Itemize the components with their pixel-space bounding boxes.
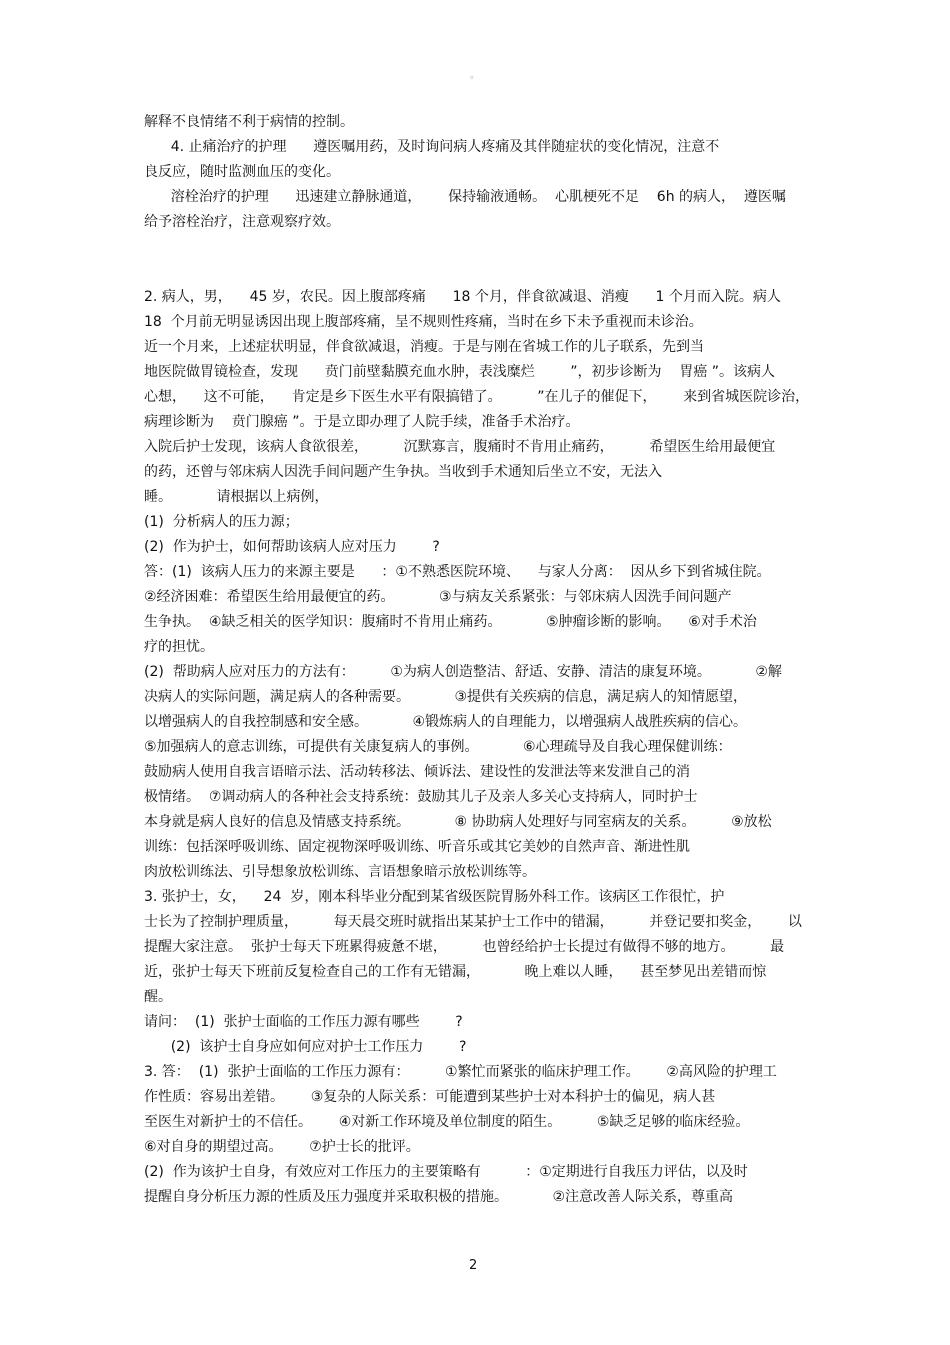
text-line: 给予溶栓治疗，注意观察疗效。 [144, 214, 340, 230]
text-line: 以增强病人的自我控制感和安全感。 ④锻炼病人的自理能力，以增强病人战胜疾病的信心。 [144, 714, 748, 730]
text-line: 睡。 请根据以上病例， [144, 489, 329, 505]
text-line: 3. 张护士，女， 24 岁，刚本科毕业分配到某省级医院胃肠外科工作。该病区工作很忙，护 [144, 889, 725, 905]
text-line: 提醒大家注意。 张护士每天下班累得疲惫不堪， 也曾经给护士长提过有做得不够的地方。 最 [144, 939, 785, 955]
text-line: (1) 分析病人的压力源； [144, 514, 299, 530]
text-line: 决病人的实际问题，满足病人的各种需要。 ③提供有关疾病的信息，满足病人的知情愿望， [144, 689, 748, 705]
text-line: 良反应，随时监测血压的变化。 [144, 164, 340, 180]
text-line: 2. 病人，男， 45 岁，农民。因上腹部疼痛 18 个月，伴食欲减退、消瘦 1 个月而入院。病人 [144, 289, 781, 305]
text-line: 肉放松训练法、引导想象放松训练、言语想象暗示放松训练等。 [144, 864, 536, 880]
text-line: 的药，还曾与邻床病人因洗手间问题产生争执。当收到手术通知后坐立不安，无法入 [144, 464, 662, 480]
text-line: (2) 该护士自身应如何应对护士工作压力 ? [144, 1039, 467, 1055]
text-line: 溶栓治疗的护理 迅速建立静脉通道， 保持输液通畅。 心肌梗死不足 6h 的病人， 遵医嘱 [144, 189, 786, 205]
text-line: (2) 帮助病人应对压力的方法有： ①为病人创造整洁、舒适、安静、清洁的康复环境。 ②解 [144, 664, 782, 680]
text-line: 醒。 [144, 989, 172, 1005]
text-line: 鼓励病人使用自我言语暗示法、活动转移法、倾诉法、建设性的发泄法等来发泄自己的消 [144, 764, 690, 780]
text-line: (2) 作为护士，如何帮助该病人应对压力 ? [144, 539, 440, 555]
text-line: ⑥对自身的期望过高。 ⑦护士长的批评。 [144, 1139, 420, 1155]
text-line: 心想， 这不可能， 肯定是乡下医生水平有限搞错了。 ”在儿子的催促下， 来到省城医院诊治， [144, 389, 810, 405]
text-line: 近，张护士每天下班前反复检查自己的工作有无错漏， 晚上难以人睡， 甚至梦见出差错而惊 [144, 964, 767, 980]
text-line: 士长为了控制护理质量， 每天晨交班时就指出某某护士工作中的错漏， 并登记要扣奖金， 以 [144, 914, 802, 930]
text-line: 地医院做胃镜检查，发现 贲门前壁黏膜充血水肿，表浅糜烂 ”，初步诊断为 胃癌 ”。该病人 [144, 364, 776, 380]
text-line: 3. 答： (1) 张护士面临的工作压力源有： ①繁忙而紧张的临床护理工作。 ②高风险的护理工 [144, 1064, 777, 1080]
text-line: 4. 止痛治疗的护理 遵医嘱用药，及时询问病人疼痛及其伴随症状的变化情况，注意不 [144, 139, 720, 155]
text-line: (2) 作为该护士自身，有效应对工作压力的主要策略有 ：①定期进行自我压力评估，以及时 [144, 1164, 748, 1180]
text-line: 入院后护士发现，该病人食欲很差， 沉默寡言，腹痛时不肯用止痛药， 希望医生给用最便宜 [144, 439, 776, 455]
text-line: 训练：包括深呼吸训练、固定视物深呼吸训练、听音乐或其它美妙的自然声音、渐进性肌 [144, 839, 690, 855]
text-line: 解释不良情绪不利于病情的控制。 [144, 114, 354, 130]
text-line: 请问： (1) 张护士面临的工作压力源有哪些 ? [144, 1014, 463, 1030]
text-line: 极情绪。 ⑦调动病人的各种社会支持系统：鼓励其儿子及亲人多关心支持病人，同时护士 [144, 789, 698, 805]
text-line: 疗的担忧。 [144, 639, 214, 655]
text-line: 至医生对新护士的不信任。 ④对新工作环境及单位制度的陌生。 ⑤缺乏足够的临床经验。 [144, 1114, 750, 1130]
text-line: 病理诊断为 贲门腺癌 ”。于是立即办理了人院手续，准备手术治疗。 [144, 414, 580, 430]
page-number: 2 [469, 1258, 478, 1273]
header-mark: 。 [470, 70, 480, 81]
text-line: 作性质：容易出差错。 ③复杂的人际关系：可能遭到某些护士对本科护士的偏见，病人甚 [144, 1089, 716, 1105]
text-line: 答：(1) 该病人压力的来源主要是 ：①不熟悉医院环境、 与家人分离： 因从乡下到省城住院。 [144, 564, 771, 580]
text-line: 18 个月前无明显诱因出现上腹部疼痛，呈不规则性疼痛，当时在乡下未予重视而未诊治。 [144, 314, 703, 330]
text-line: ⑤加强病人的意志训练，可提供有关康复病人的事例。 ⑥心理疏导及自我心理保健训练： [144, 739, 732, 755]
text-line: ②经济困难：希望医生给用最便宜的药。 ③与病友关系紧张：与邻床病人因洗手间问题产 [144, 589, 732, 605]
text-line: 提醒自身分析压力源的性质及压力强度并采取积极的措施。 ②注意改善人际关系，尊重高 [144, 1189, 734, 1205]
text-line: 本身就是病人良好的信息及情感支持系统。 ⑧ 协助病人处理好与同室病友的关系。 ⑨放松 [144, 814, 772, 830]
text-line: 生争执。 ④缺乏相关的医学知识：腹痛时不肯用止痛药。 ⑤肿瘤诊断的影响。 ⑥对手术治 [144, 614, 757, 630]
text-line: 近一个月来，上述症状明显，伴食欲减退，消瘦。于是与刚在省城工作的儿子联系，先到当 [144, 339, 704, 355]
